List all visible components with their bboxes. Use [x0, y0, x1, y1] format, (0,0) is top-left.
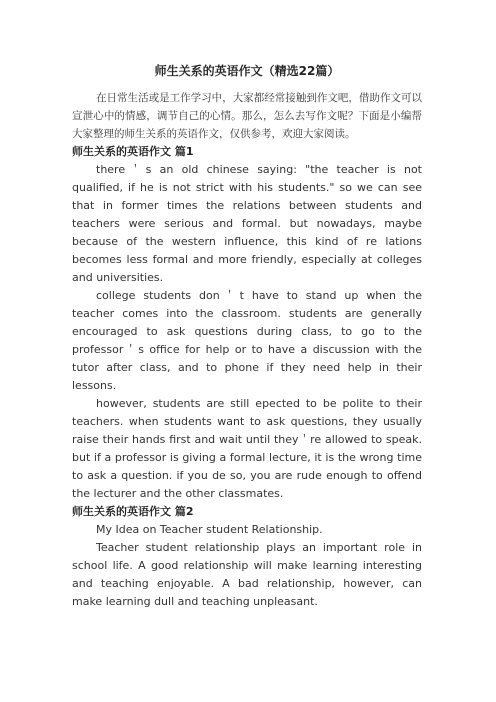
section-1-paragraph-1: there＇s an old chinese saying: "the teacher is not qualified, if he is not strict with his students." so we can see that in former times the relations between students and teachers were serious and formal. but nowadays, maybe because of the western influence, this kind of re lations becomes less formal and more friendly, especially at colleges and universities.: [72, 163, 422, 284]
section-1-paragraph-3: however, students are still epected to be polite to their teachers. when students want to ask questions, they usually raise their hands first and wait until they＇re allowed to speak. but if a professor is giving a formal lecture, it is the wrong time to ask a question. if you de so, you are rude enough to offend the lecturer and the other classmates.: [72, 397, 422, 500]
section-2-paragraph-1: My Idea on Teacher student Relationship.: [96, 523, 323, 536]
section-1-paragraph-2: college students don＇t have to stand up when the teacher comes into the classroom. students are generally encouraged to ask questions during class, to go to the professor＇s office for help or to have a discussion with the tutor after class, and to phone if they need help in their lessons.: [72, 289, 422, 392]
document-title: 师生关系的英语作文（精选22篇）: [154, 64, 340, 78]
intro-paragraph: 在日常生活或是工作学习中，大家都经常接触到作文吧，借助作文可以宣泄心中的情感，调节自己的心情。那么，怎么去写作文呢？下面是小编帮大家整理的师生关系的英语作文，仅供参考，欢迎大家阅读。: [72, 92, 422, 140]
section-2-paragraph-2: Teacher student relationship plays an important role in school life. A good relationship will make learning interesting and teaching enjoyable. A bad relationship, however, can make learning dull and teaching unpleasant.: [72, 541, 422, 608]
document-content: [72, 62, 422, 611]
section-heading-1: 师生关系的英语作文 篇1: [72, 145, 194, 158]
section-heading-2: 师生关系的英语作文 篇2: [72, 505, 194, 518]
